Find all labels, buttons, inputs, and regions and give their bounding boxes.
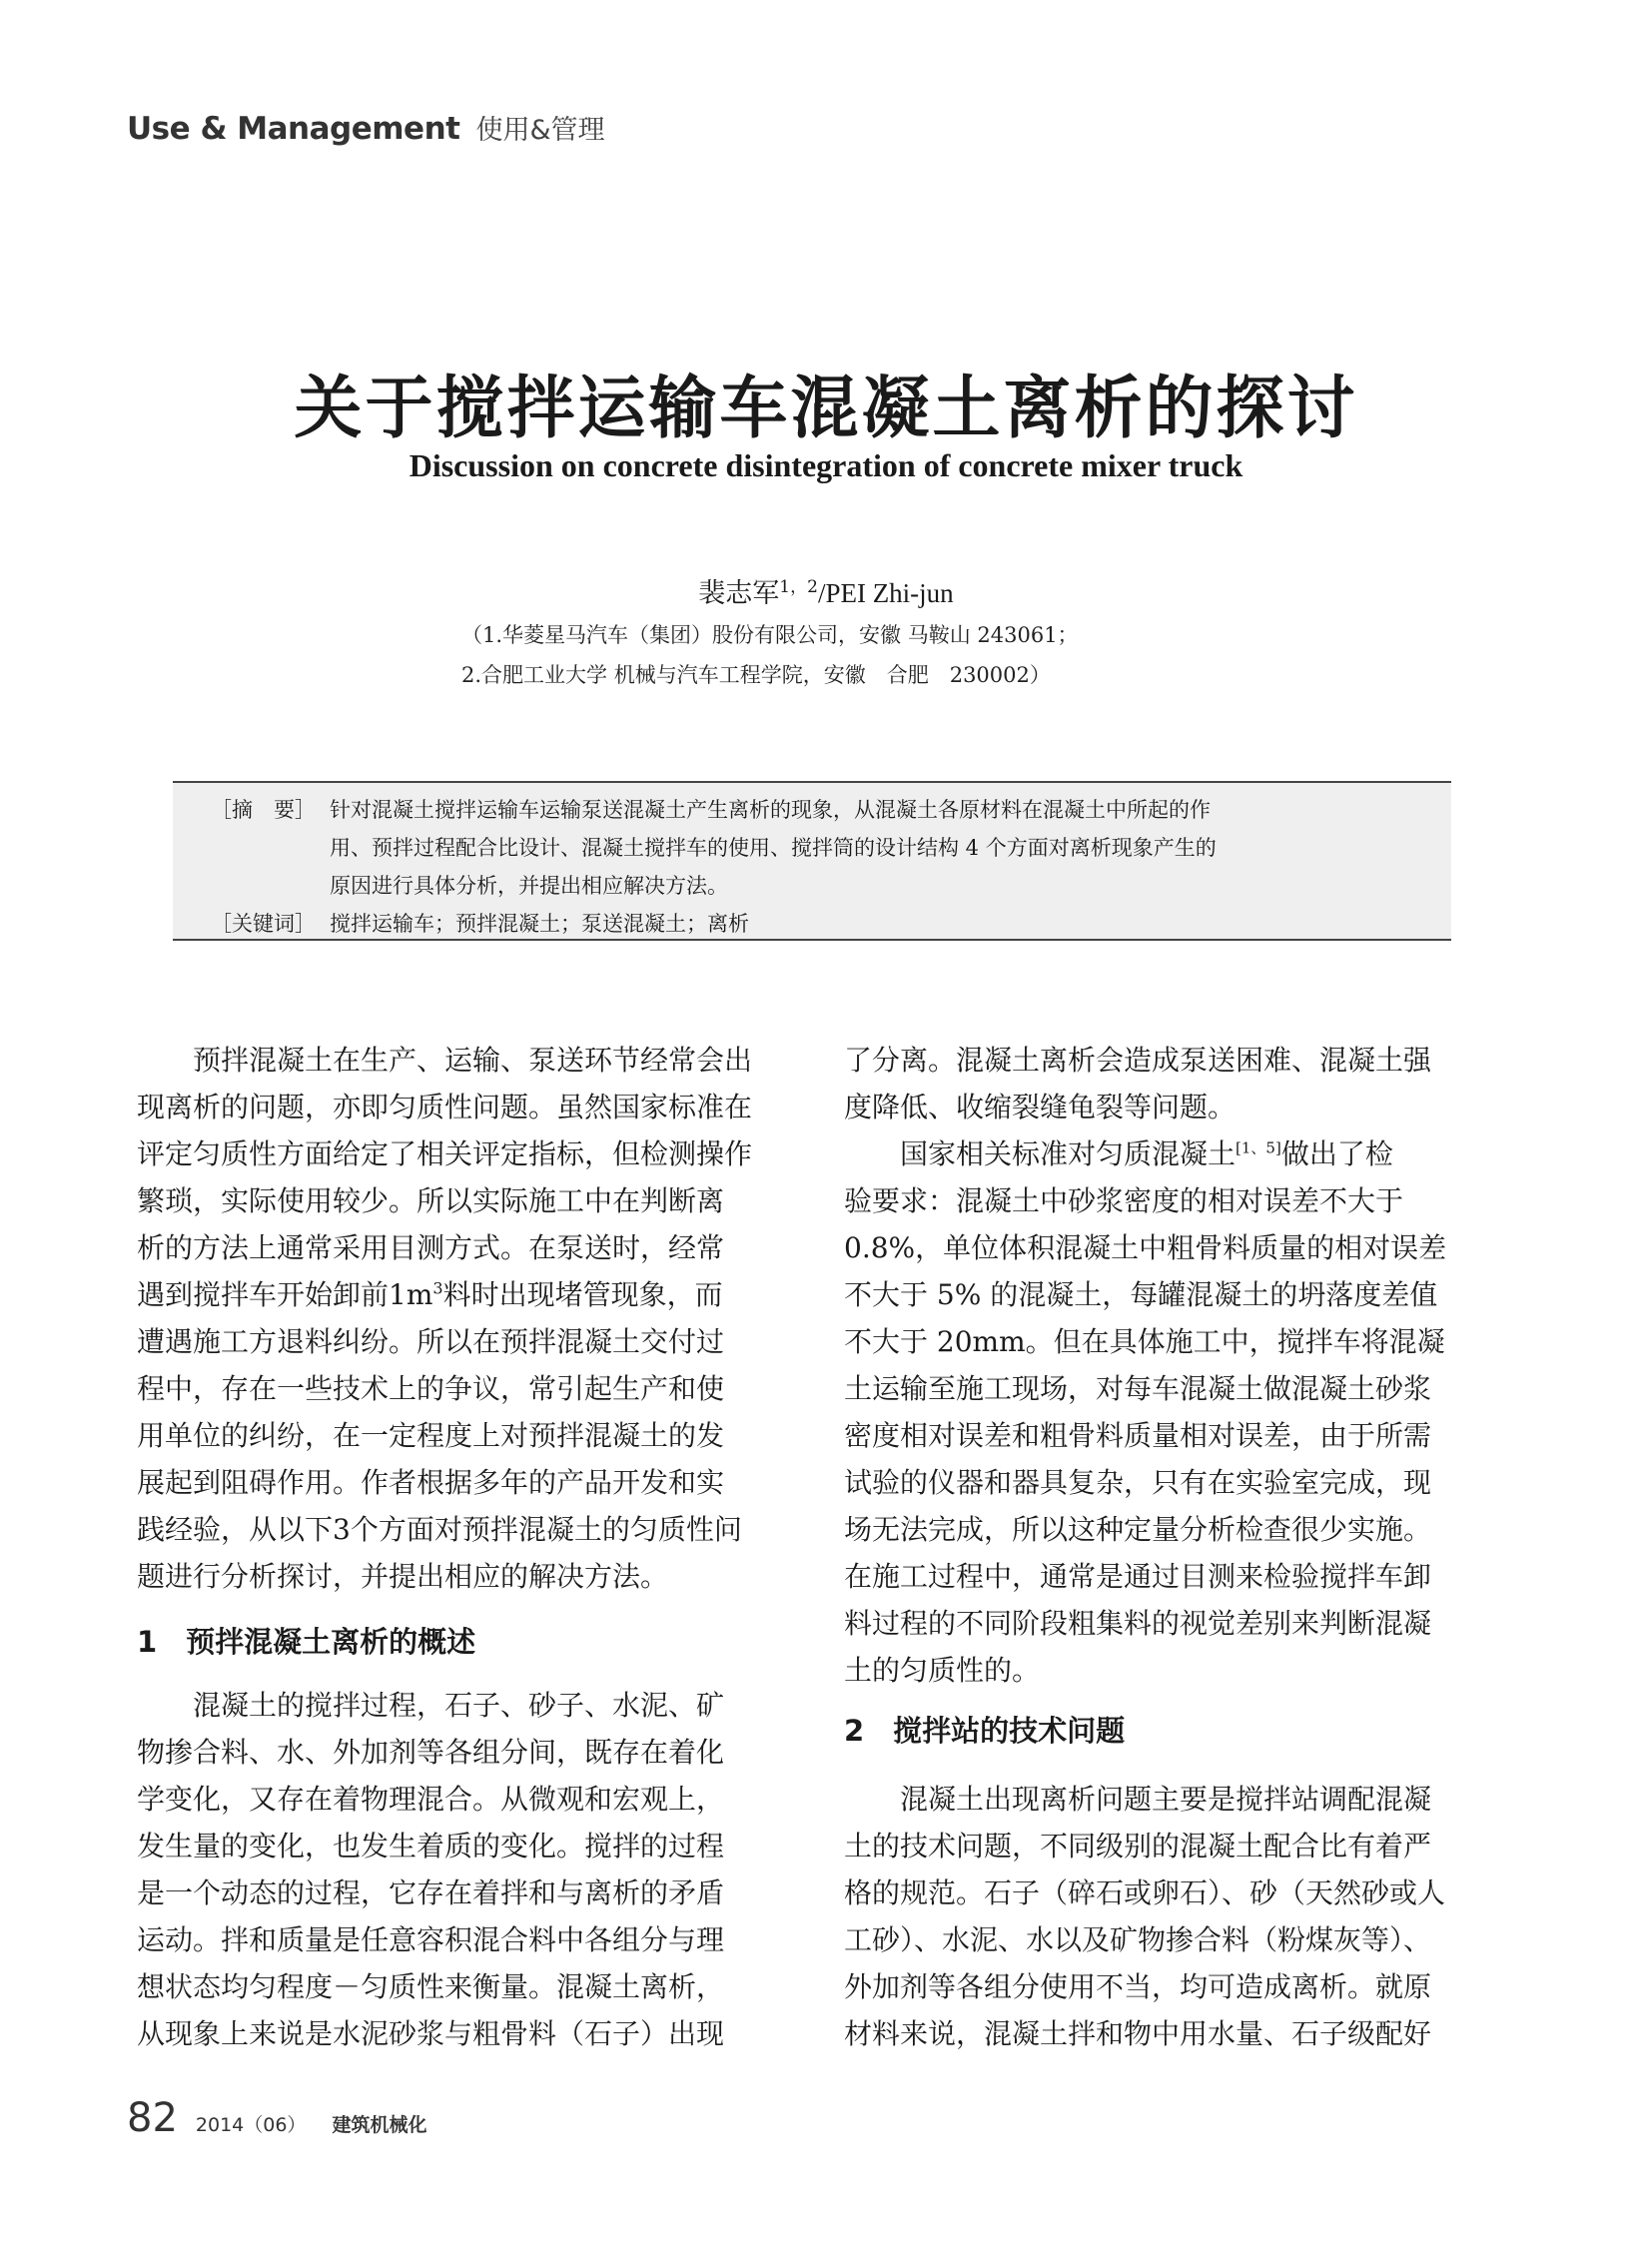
body-line: 在施工过程中，通常是通过目测来检验搅拌车卸: [844, 1560, 1432, 1593]
text-run: 料时出现堵管现象，而: [442, 1278, 723, 1311]
body-line: 学变化，又存在着物理混合。从微观和宏观上，: [137, 1783, 725, 1816]
body-line: 想状态均匀程度－匀质性来衡量。混凝土离析，: [137, 1970, 725, 2003]
body-line: 土的技术问题，不同级别的混凝土配合比有着严: [844, 1830, 1432, 1863]
body-line: [137, 1273, 723, 1313]
superscript: 3: [432, 1278, 443, 1298]
section-heading: 1 预拌混凝土离析的概述: [137, 1625, 476, 1659]
body-line: 程中，存在一些技术上的争议，常引起生产和使: [137, 1372, 725, 1405]
body-line: 试验的仪器和器具复杂，只有在实验室完成，现: [844, 1466, 1432, 1499]
body-line: 材料来说，混凝土拌和物中用水量、石子级配好: [844, 2017, 1432, 2050]
body-line: 验要求：混凝土中砂浆密度的相对误差不大于: [844, 1184, 1404, 1217]
body-line: 混凝土出现离析问题主要是搅拌站调配混凝: [844, 1783, 1432, 1816]
page-footer: [127, 2095, 426, 2141]
abstract-line: 原因进行具体分析，并提出相应解决方法。: [330, 874, 728, 898]
journal-name: 建筑机械化: [332, 2114, 427, 2136]
text-run: 国家相关标准对匀质混凝土: [844, 1137, 1237, 1170]
affiliation-1: （1.华菱星马汽车（集团）股份有限公司，安徽 马鞍山 243061；: [461, 623, 1079, 647]
section-heading: 2 搅拌站的技术问题: [844, 1714, 1126, 1748]
author-marks: 1，2: [779, 577, 818, 597]
body-line: 料过程的不同阶段粗集料的视觉差别来判断混凝: [844, 1607, 1432, 1640]
body-line: 评定匀质性方面给定了相关评定指标，但检测操作: [137, 1137, 753, 1170]
body-line: 土运输至施工现场，对每车混凝土做混凝土砂浆: [844, 1372, 1432, 1405]
body-line: 外加剂等各组分使用不当，均可造成离析。就原: [844, 1970, 1432, 2003]
body-line: 工砂）、水泥、水以及矿物掺合料（粉煤灰等）、: [844, 1923, 1432, 1956]
title-english: Discussion on concrete disintegration of concrete mixer truck: [409, 447, 1243, 483]
title-chinese: 关于搅拌运输车混凝土离析的探讨: [294, 369, 1358, 448]
citation-ref: [1、5]: [1236, 1138, 1281, 1157]
issue-number: 2014（06）: [195, 2114, 307, 2136]
running-header: [127, 108, 605, 147]
abstract-line: 用、预拌过程配合比设计、混凝土搅拌车的使用、搅拌筒的设计结构 4 个方面对离析现象产生的: [330, 836, 1217, 860]
body-line: 度降低、收缩裂缝龟裂等问题。: [844, 1091, 1237, 1123]
body-line: 题进行分析探讨，并提出相应的解决方法。: [137, 1560, 669, 1593]
body-line: 用单位的纠纷，在一定程度上对预拌混凝土的发: [137, 1419, 725, 1452]
text-run: 做出了检: [1280, 1137, 1393, 1170]
body-line: 密度相对误差和粗骨料质量相对误差，由于所需: [844, 1419, 1432, 1452]
body-line: 繁琐，实际使用较少。所以实际施工中在判断离: [137, 1184, 725, 1217]
body-line: 发生量的变化，也发生着质的变化。搅拌的过程: [137, 1830, 725, 1863]
abstract-box: [173, 781, 1451, 941]
body-line: 不大于 20mm。但在具体施工中，搅拌车将混凝: [844, 1325, 1445, 1358]
header-en: Use & Management: [127, 111, 460, 147]
body-line: 格的规范。石子（碎石或卵石）、砂（天然砂或人: [844, 1876, 1446, 1909]
author-line: [0, 571, 1652, 610]
body-line: 析的方法上通常采用目测方式。在泵送时，经常: [137, 1231, 725, 1264]
body-line: 不大于 5% 的混凝土，每罐混凝土的坍落度差值: [844, 1278, 1438, 1311]
body-line: 了分离。混凝土离析会造成泵送困难、混凝土强: [844, 1044, 1432, 1077]
body-line: 土的匀质性的。: [844, 1654, 1041, 1687]
body-line: 是一个动态的过程，它存在着拌和与离析的矛盾: [137, 1876, 725, 1909]
author-name-en: /PEI Zhi-jun: [817, 578, 954, 608]
body-line: [844, 1132, 1393, 1172]
keywords-label: ［关键词］: [211, 912, 316, 936]
body-line: 0.8%，单位体积混凝土中粗骨料质量的相对误差: [844, 1231, 1447, 1264]
abstract-line: 针对混凝土搅拌运输车运输泵送混凝土产生离析的现象，从混凝土各原材料在混凝土中所起的作: [330, 798, 1211, 822]
body-line: 运动。拌和质量是任意容积混合料中各组分与理: [137, 1923, 725, 1956]
body-line: 预拌混凝土在生产、运输、泵送环节经常会出: [137, 1044, 753, 1077]
body-line: 物掺合料、水、外加剂等各组分间，既存在着化: [137, 1736, 725, 1769]
body-line: 践经验，从以下3个方面对预拌混凝土的匀质性问: [137, 1513, 742, 1546]
body-line: 从现象上来说是水泥砂浆与粗骨料（石子）出现: [137, 2017, 725, 2050]
abstract-label: ［摘 要］: [211, 798, 316, 822]
text-run: 遇到搅拌车开始卸前1m: [137, 1278, 433, 1311]
body-line: 混凝土的搅拌过程，石子、砂子、水泥、矿: [137, 1689, 725, 1722]
body-line: 展起到阻碍作用。作者根据多年的产品开发和实: [137, 1466, 725, 1499]
author-name-cn: 裴志军: [698, 578, 780, 609]
body-line: 遭遇施工方退料纠纷。所以在预拌混凝土交付过: [137, 1325, 725, 1358]
header-cn: 使用&管理: [475, 115, 605, 146]
keywords-text: 搅拌运输车；预拌混凝土；泵送混凝土；离析: [330, 912, 749, 936]
body-line: 场无法完成，所以这种定量分析检查很少实施。: [844, 1513, 1432, 1546]
affiliation-2: 2.合肥工业大学 机械与汽车工程学院，安徽 合肥 230002）: [461, 663, 1051, 687]
body-line: 现离析的问题，亦即匀质性问题。虽然国家标准在: [137, 1091, 753, 1123]
page-number: 82: [127, 2095, 178, 2141]
